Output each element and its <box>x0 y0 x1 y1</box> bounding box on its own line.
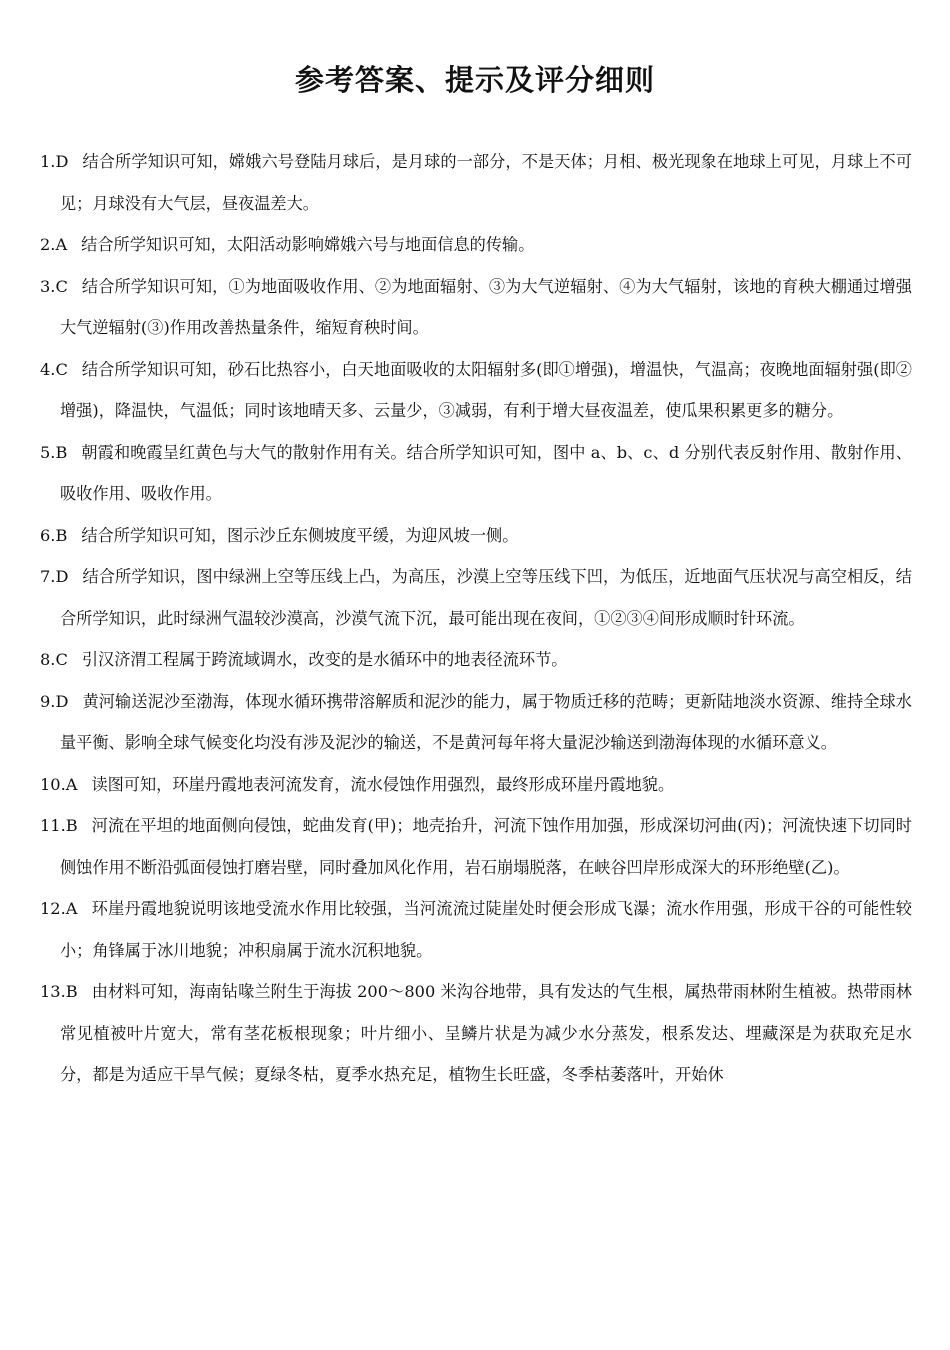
answer-number: 7.D <box>40 567 69 586</box>
answer-item <box>40 266 912 349</box>
answer-number: 13.B <box>40 982 78 1001</box>
answer-number: 12.A <box>40 899 78 918</box>
answer-item <box>40 515 912 557</box>
answer-number: 10.A <box>40 774 78 794</box>
answer-item <box>40 432 912 515</box>
answer-explanation: 结合所学知识可知，图示沙丘东侧坡度平缓，为迎风坡一侧。 <box>81 525 519 545</box>
answer-explanation: 朝霞和晚霞呈红黄色与大气的散射作用有关。结合所学知识可知，图中 a、b、c、d 分别代表反射作用、散射作用、吸收作用、吸收作用。 <box>60 442 912 503</box>
answer-list <box>40 141 912 1096</box>
answer-item <box>40 764 912 806</box>
answer-explanation: 环崖丹霞地貌说明该地受流水作用比较强，当河流流过陡崖处时便会形成飞瀑；流水作用强，形成干谷的可能性较小；角锋属于冰川地貌；冲积扇属于流水沉积地貌。 <box>60 899 912 960</box>
answer-item <box>40 141 912 224</box>
answer-number: 9.D <box>40 691 69 711</box>
answer-number: 8.C <box>40 650 68 669</box>
answer-number: 6.B <box>40 525 68 545</box>
answer-explanation: 结合所学知识，图中绿洲上空等压线上凸，为高压，沙漠上空等压线下凹，为低压，近地面气压状况与高空相反，结合所学知识，此时绿洲气温较沙漠高，沙漠气流下沉，最可能出现在夜间，①②③④间形成顺时针环流。 <box>60 567 912 628</box>
answer-number: 11.B <box>40 816 78 835</box>
answer-explanation: 结合所学知识可知，砂石比热容小，白天地面吸收的太阳辐射多(即①增强)，增温快，气温高；夜晚地面辐射强(即②增强)，降温快，气温低；同时该地晴天多、云量少，③减弱，有利于增大昼夜温差，使瓜果积累更多的糖分。 <box>60 359 912 420</box>
answer-item <box>40 681 912 764</box>
answer-explanation: 黄河输送泥沙至渤海，体现水循环携带溶解质和泥沙的能力，属于物质迁移的范畴；更新陆地淡水资源、维持全球水量平衡、影响全球气候变化均没有涉及泥沙的输送，不是黄河每年将大量泥沙输送到渤海体现的水循环意义。 <box>60 691 912 752</box>
answer-explanation: 读图可知，环崖丹霞地表河流发育，流水侵蚀作用强烈，最终形成环崖丹霞地貌。 <box>91 774 675 794</box>
answer-number: 4.C <box>40 359 68 379</box>
answer-item <box>40 639 912 681</box>
answer-number: 1.D <box>40 152 69 171</box>
answer-item <box>40 556 912 639</box>
answer-item <box>40 971 912 1096</box>
answer-item <box>40 224 912 266</box>
answer-explanation: 引汉济渭工程属于跨流域调水，改变的是水循环中的地表径流环节。 <box>81 650 568 669</box>
answer-number: 3.C <box>40 276 68 296</box>
page-title: 参考答案、提示及评分细则 <box>294 63 655 97</box>
answer-explanation: 结合所学知识可知，太阳活动影响嫦娥六号与地面信息的传输。 <box>81 235 535 254</box>
answer-explanation: 河流在平坦的地面侧向侵蚀，蛇曲发育(甲)；地壳抬升，河流下蚀作用加强，形成深切河曲(丙)；河流快速下切同时侧蚀作用不断沿弧面侵蚀打磨岩壁，同时叠加风化作用，岩石崩塌脱落，在峡谷凹岸形成深大的环形绝壁(乙)。 <box>60 816 912 877</box>
answer-explanation: 结合所学知识可知，嫦娥六号登陆月球后，是月球的一部分，不是天体；月相、极光现象在地球上可见，月球上不可见；月球没有大气层，昼夜温差大。 <box>60 152 912 213</box>
answer-explanation: 由材料可知，海南钻喙兰附生于海拔 200～800 米沟谷地带，具有发达的气生根，属热带雨林附生植被。热带雨林常见植被叶片宽大，常有茎花板根现象；叶片细小、呈鳞片状是为减少水分蒸发，根系发达、埋藏深是为获取充足水分，都是为适应干旱气候；夏绿冬枯，夏季水热充足，植物生长旺盛，冬季枯萎落叶，开始休 <box>60 982 912 1084</box>
answer-explanation: 结合所学知识可知，①为地面吸收作用、②为地面辐射、③为大气逆辐射、④为大气辐射，该地的育秧大棚通过增强大气逆辐射(③)作用改善热量条件，缩短育秧时间。 <box>60 276 912 337</box>
answer-number: 2.A <box>40 235 68 254</box>
answer-item <box>40 805 912 888</box>
answer-item <box>40 888 912 971</box>
answer-item <box>40 349 912 432</box>
answer-number: 5.B <box>40 442 68 462</box>
